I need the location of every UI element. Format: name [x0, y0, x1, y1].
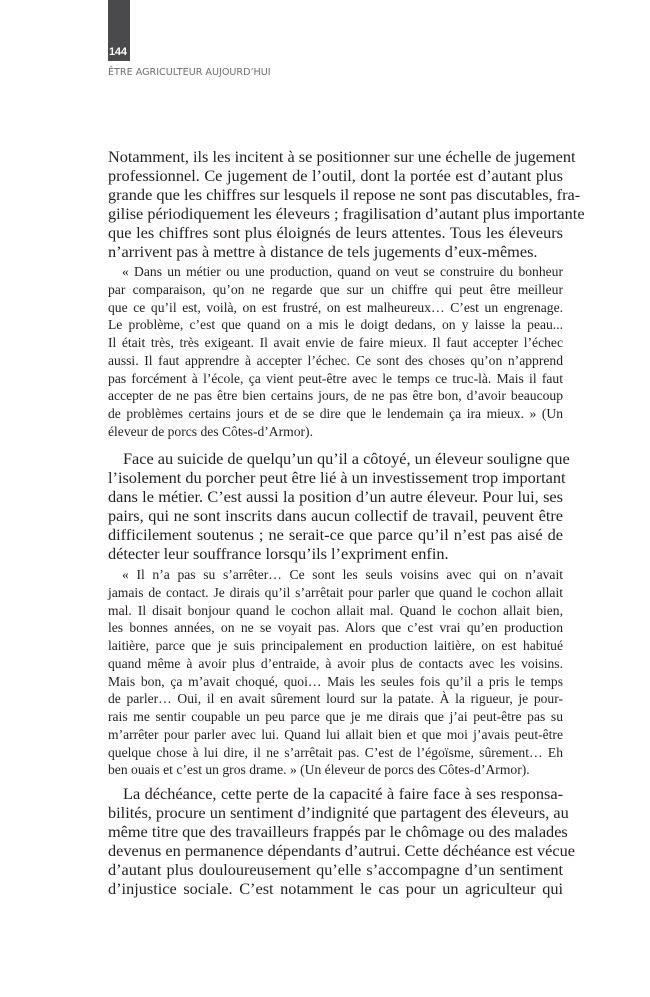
body-paragraph-3 — [108, 784, 575, 899]
text-line: détecter leur souffrance lorsqu’ils l’expriment enfin. — [108, 544, 449, 564]
text-line: dans le métier. C’est aussi la position d’un autre éleveur. Pour lui, ses — [108, 487, 563, 507]
text-line: Face au suicide de quelqu’un qu’il a côtoyé, un éleveur souligne que — [123, 449, 570, 468]
text-line: que les chiffres sont plus éloignés de leurs attentes. Tous les éleveurs — [108, 223, 563, 243]
text-line: éleveur de porcs des Côtes-d’Armor). — [108, 423, 313, 439]
text-line: par comparaison, qu’on ne regarde que sur un chiffre qui peut être meilleur — [108, 281, 563, 297]
quote-paragraph-1 — [108, 263, 563, 441]
text-line: bilités, procure un sentiment d’indignité que partagent des éleveurs, au — [108, 803, 569, 823]
text-line: laitière, parce que je suis principalement en production laitière, on est habitué — [108, 638, 563, 653]
text-line: pairs, qui ne sont inscrits dans aucun collectif de travail, peuvent être — [108, 506, 563, 526]
text-line: Il était très, très exigeant. Il avait envie de faire mieux. Il faut accepter l’échec — [108, 335, 563, 350]
text-line: que ce qu’il est, voilà, on est frustré, on est malheureux… C’est un engrenage. — [108, 299, 563, 315]
text-line: l’isolement du porcher peut être lié à un investissement trop important — [108, 468, 566, 488]
text-line: Notamment, ils les incitent à se positionner sur une échelle de jugement — [108, 147, 576, 166]
text-line: gilise périodiquement les éleveurs ; fragilisation d’autant plus importante — [108, 204, 585, 224]
text-line: devenus en permanence dépendants d’autrui. Cette déchéance est vécue — [108, 841, 575, 861]
text-line: professionnel. Ce jugement de l’outil, dont la portée est d’autant plus — [108, 166, 563, 186]
text-line: mal. Il disait bonjour quand le cochon allait mal. Quand le cochon allait bien, — [108, 602, 563, 618]
quote-paragraph-2 — [108, 566, 563, 779]
text-line: accepter de ne pas être bien certains jours, de ne pas être bon, d’avoir beaucoup — [108, 388, 563, 404]
text-line: les bonnes années, on ne se voyait pas. Alors que c’est vrai qu’en production — [108, 620, 563, 636]
text-line: de problèmes certains jours et de se dire que le lendemain ça ira mieux. » (Un — [108, 406, 563, 421]
text-line: même titre que des travailleurs frappés par le chômage ou des malades — [108, 822, 568, 842]
running-header-title: ÊTRE AGRICULTEUR AUJOURD’HUI — [108, 67, 271, 78]
text-line: « Il n’a pas su s’arrêter… Ce sont les seuls voisins avec qui on n’avait — [122, 567, 563, 582]
text-line: La déchéance, cette perte de la capacité à faire face à ses responsa- — [123, 784, 563, 803]
text-line: quand même à avoir plus d’entraide, à avoir plus de contacts avec les voisins. — [108, 655, 563, 671]
text-line: d’autant plus douloureusement qu’elle s’accompagne d’un sentiment — [108, 860, 563, 880]
text-line: ben ouais et c’est un gros drame. » (Un éleveur de porcs des Côtes-d’Armor). — [108, 762, 530, 778]
text-line: pas forcément à l’école, ça vient peut-être avec le temps ce truc-là. Mais il faut — [108, 370, 563, 386]
text-line: de parler… Oui, il en avait sûrement lourd sur la patate. À la rigueur, je pour- — [108, 691, 563, 707]
text-line: Mais bon, ça m’avait choqué, quoi… Mais les seules fois qu’il a pris le temps — [108, 673, 563, 689]
text-line: d’injustice sociale. C’est notamment le cas pour un agriculteur qui — [108, 879, 563, 899]
text-line: « Dans un métier ou une production, quand on veut se construire du bonheur — [122, 264, 563, 279]
text-line: quelque chose à lui dire, il ne s’arrêtait pas. C’est de l’égoïsme, sûrement… Eh — [108, 744, 563, 760]
body-paragraph-2 — [108, 449, 570, 564]
text-line: difficilement soutenus ; ne serait-ce que parce qu’il n’est pas aisé de — [108, 525, 563, 545]
text-line: m’arrêter pour parler avec lui. Quand lui allait bien et que moi j’avais peut-être — [108, 726, 563, 742]
text-line: n’arrivent pas à mettre à distance de tels jugements d’eux-mêmes. — [108, 242, 538, 262]
page-number: 144 — [109, 46, 127, 58]
text-line: grande que les chiffres sur lesquels il repose ne sont pas discutables, fra- — [108, 185, 581, 205]
text-line: rais me sentir coupable un peu parce que je me dirais que j’ai peut-être pas su — [108, 709, 563, 724]
body-paragraph-1 — [108, 147, 585, 262]
text-line: Le problème, c’est que quand on a mis le doigt dedans, on y laisse la peau... — [108, 317, 563, 333]
text-line: jamais de contact. Je dirais qu’il s’arrêtait pour parler que quand le cochon allait — [108, 584, 563, 600]
text-line: aussi. Il faut apprendre à accepter l’échec. Ce sont des choses qu’on n’apprend — [108, 352, 563, 368]
